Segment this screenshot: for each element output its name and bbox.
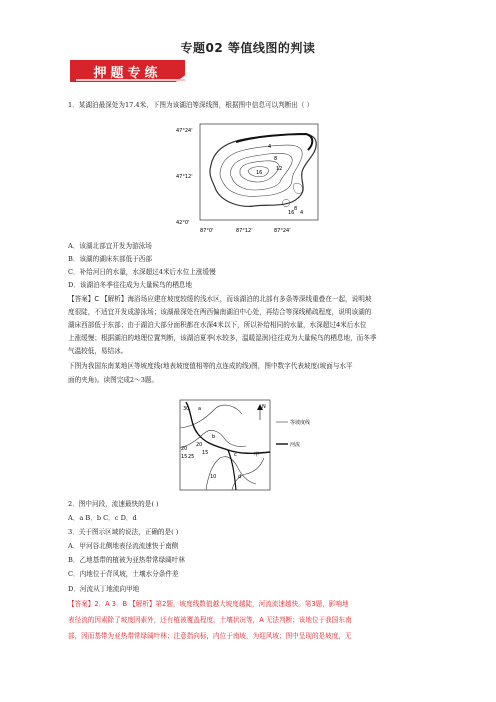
depth-mark: 8: [274, 156, 278, 162]
banner-label: 押题专练: [93, 66, 162, 81]
slope-value: 15: [202, 450, 209, 456]
slope-value: 15: [181, 454, 188, 460]
lon-label-1: 87°0': [200, 228, 214, 234]
slope-value: 10: [210, 474, 217, 480]
lon-label-2: 87°12': [236, 228, 253, 234]
slope-contour-map: [176, 398, 326, 494]
q1-option-b: B．该湖的湖床东部低于西部: [68, 255, 152, 263]
depth-mark: 8: [294, 206, 298, 212]
intro-line-2: 面的夹角)。读图完成2～3题。: [68, 376, 159, 384]
depth-mark: 4: [300, 210, 304, 216]
slope-value: 20: [181, 446, 188, 452]
steep-north-shore: [236, 134, 312, 150]
q3-option-c: C．内地位于背风坡，土壤水分条件差: [68, 570, 179, 578]
slope-value: 25: [188, 454, 195, 460]
q1-option-d: D．该湖泊冬季往往成为大量候鸟的栖息地: [68, 281, 192, 289]
depth-mark: 12: [276, 166, 283, 172]
answer-line: 上涨缓慢；根据湖泊的地理位置判断，该湖泊夏季(水较多，温暖湿润)往往成为大量候鸟的栖息地，而冬季: [68, 334, 377, 342]
answer-line: 【答案】2．A 3．B 【解析】第2题，坡度线数值越大坡度越陡，河流流速越快。第3题，影响地: [68, 600, 349, 608]
q2-3-answer: [68, 596, 444, 644]
lake-depth-map-svg: [176, 120, 326, 240]
answer-line: 部，因而基带为亚热带常绿阔叶林；注意指向标，内位于南坡，为迎风坡；图中呈现的是坡度，无: [68, 632, 352, 640]
q3-option-a: A．甲河谷北侧地表径流流速快于南侧: [68, 542, 179, 550]
slope-line: [232, 458, 264, 490]
shoreline: [210, 134, 316, 207]
river-point-d: d: [238, 474, 242, 480]
section-banner: [70, 60, 185, 82]
q1-option-c: C．补给河日的水量，水深超过4米后水位上涨缓慢: [68, 268, 216, 276]
lake-depth-map: [176, 120, 326, 240]
q1-answer: [68, 293, 444, 358]
lat-label-bottom: 42°0': [176, 220, 190, 226]
answer-line: 度很陡，不适宜开发成游泳场；该湖最深处在两西偏南湖泊中心处，再结合等深线稀疏程度，说明该湖的: [68, 308, 372, 316]
intro-line-1: 下图为我国东南某地区等坡度线(地表坡度值相等的点连成的线)图，图中数字代表坡度(坡面与水平: [68, 362, 353, 370]
lat-label-top: 47°24': [176, 128, 193, 134]
page-title: 专题02 等值线图的判读: [180, 41, 316, 55]
north-label: N: [262, 404, 266, 410]
lon-label-3: 87°24': [274, 228, 291, 234]
river-point-b: b: [212, 434, 216, 440]
q1-option-a: A．该湖北部宜开发为游泳场: [68, 242, 152, 250]
slope-contour-map-svg: [176, 398, 326, 494]
answer-line: 表径流的因素除了坡度因素外，还有植被覆盖程度、土壤状况等，A 无法判断；该地位于我国东南: [68, 616, 352, 624]
question-2-stem: 2．图中河段，流速最快的是( ): [68, 500, 159, 508]
river-point-c: c: [234, 452, 237, 458]
place-jia: 甲: [254, 452, 260, 458]
lat-label-mid: 47°12': [176, 174, 193, 180]
legend-river-label: 河流: [290, 442, 301, 448]
east-basin: [294, 183, 303, 193]
slope-value: 30: [183, 406, 190, 412]
river-point-a: a: [198, 406, 202, 412]
q3-option-b: B．乙地基带的植被为亚热带常绿阔叶林: [68, 556, 185, 564]
depth-mark: 16: [256, 170, 263, 176]
q3-option-d: D．河流从丁地流向甲地: [68, 585, 140, 593]
map-frame: [180, 400, 270, 490]
depth-mark: 4: [268, 144, 272, 150]
question-1-stem: 1．某湖泊最深处为17.4米，下图为该湖泊等深线图，根据图中信息可以判断出（ ）: [68, 101, 314, 109]
question-3-stem: 3．关于图示区域的说法，正确的是( ): [68, 528, 179, 536]
slope-value: 20: [196, 442, 203, 448]
depth-mark: 16: [288, 210, 295, 216]
question-2-options: A．a B．b C．c D．d: [68, 514, 137, 522]
answer-line: 气温较低，易结冰。: [68, 347, 128, 355]
answer-line: 湖床西部低于东部；由于湖泊大部分面积都在水深4米以下，所以补给相同的水量，水深超过4米后水位: [68, 321, 367, 329]
legend-contour-label: 等坡度线: [290, 420, 311, 426]
answer-line: 【答案】C 【解析】海浴场应建在坡度较缓的浅水区，而该湖泊的北部有多条等深线重叠在一起，说明坡: [68, 295, 372, 303]
